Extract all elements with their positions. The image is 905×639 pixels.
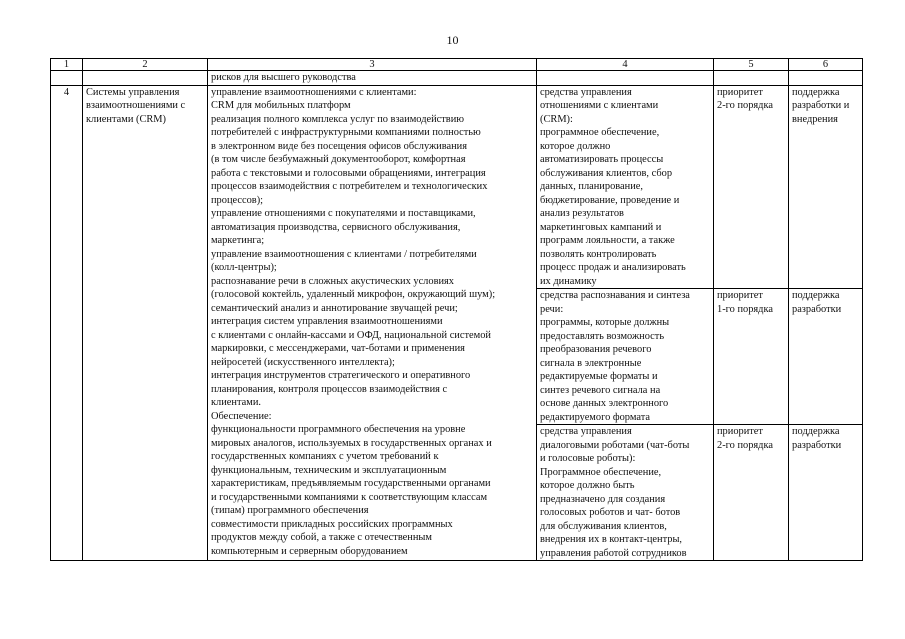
table-row (51, 85, 863, 289)
text-line: компьютерным и серверным оборудованием (211, 545, 408, 557)
tool-description (537, 85, 714, 289)
text-line: процесс продаж и анализировать (540, 262, 686, 273)
text-line: взаимоотношениями с (86, 100, 186, 111)
text-line: характеристикам, предъявляемым государственными органами (211, 478, 491, 489)
text-line: внедрения их в контакт-центры, (540, 534, 683, 545)
text-line: Программное обеспечение, (540, 466, 662, 478)
text-line: автоматизация производства, сервисного обслуживания, (211, 221, 461, 233)
text-line: государственных компаниях с учетом требований к (211, 451, 439, 462)
text-line: основе данных электронного (540, 398, 669, 409)
text-line: функциональности программного обеспечения на уровне (211, 424, 466, 435)
priority-cell (714, 425, 789, 561)
text-line: внедрения (792, 113, 838, 125)
text-line: управления работой сотрудников (540, 547, 687, 559)
text-line: с клиентами с онлайн-кассами и ОФД, национальной системой (211, 329, 491, 341)
text-line: бюджетирование, проведение и (540, 194, 680, 206)
column-header-2: 2 (83, 59, 208, 71)
row-number: 4 (51, 85, 83, 561)
text-line: клиентами (CRM) (86, 113, 166, 125)
text-line: (колл-центры); (211, 262, 277, 273)
support-measure-cell (789, 85, 863, 289)
text-line: голосовых роботов и чат- ботов (540, 507, 681, 518)
text-line: 2-го порядка (717, 100, 773, 111)
text-line: редактируемого формата (540, 411, 650, 423)
text-line: позволять контролировать (540, 248, 657, 260)
text-line: их динамику (540, 275, 597, 287)
text-line: приоритет (717, 86, 763, 98)
tool-description (537, 425, 714, 561)
text-line: средства управления (540, 426, 632, 437)
text-line: программное обеспечение, (540, 127, 660, 138)
text-line: реализация полного комплекса услуг по взаимодействию (211, 113, 465, 125)
text-line: программ лояльности, а также (540, 235, 675, 246)
text-line: продуктов между собой, а также с отечественным (211, 532, 432, 543)
text-line: поддержка (792, 86, 840, 98)
text-line: средства распознавания и синтеза (540, 290, 690, 301)
text-line: диалоговыми роботами (чат-боты (540, 439, 690, 451)
text-line: поддержка (792, 290, 840, 301)
priority-cell (714, 289, 789, 425)
text-line: и голосовые роботы): (540, 453, 636, 464)
text-line: работа с текстовыми и голосовыми обращениями, интеграция (211, 167, 486, 179)
support-measure-cell (789, 425, 863, 561)
column-header-5: 5 (714, 59, 789, 71)
text-line: (CRM): (540, 113, 573, 125)
text-line: обслуживания клиентов, сбор (540, 167, 673, 179)
text-line: поддержка (792, 426, 840, 437)
text-line: данных, планирование, (540, 181, 643, 192)
text-line: функциональным, техническим и эксплуатационным (211, 464, 447, 476)
text-line: разработки (792, 439, 842, 451)
text-line: (типам) программного обеспечения (211, 505, 369, 516)
priority-cell (714, 85, 789, 289)
text-line: планирования, контроля процессов взаимодействия с (211, 383, 448, 395)
continuation-text: рисков для высшего руководства (208, 71, 537, 86)
tool-description (537, 289, 714, 425)
text-line: совместимости прикладных российских программных (211, 518, 453, 530)
text-line: 1-го порядка (717, 303, 773, 315)
text-line: Обеспечение: (211, 410, 272, 422)
text-line: анализ результатов (540, 208, 624, 219)
column-header-6: 6 (789, 59, 863, 71)
priority-table (50, 58, 863, 561)
page-number: 10 (446, 33, 459, 47)
text-line: редактируемые форматы и (540, 371, 658, 382)
text-line: средства управления (540, 86, 632, 98)
text-line: приоритет (717, 290, 763, 301)
text-line: Системы управления (86, 86, 180, 98)
text-line: разработки и (792, 100, 850, 111)
text-line: интеграция инструментов стратегического и оперативного (211, 370, 471, 381)
text-line: автоматизировать процессы (540, 154, 664, 165)
text-line: преобразования речевого (540, 344, 652, 355)
text-line: 2-го порядка (717, 439, 773, 451)
tasks-description (208, 85, 537, 561)
text-line: которое должно быть (540, 480, 635, 491)
text-line: управление отношениями с покупателями и поставщиками, (211, 208, 476, 219)
system-name (83, 85, 208, 561)
text-line: в электронном виде без посещения офисов обслуживания (211, 140, 468, 152)
text-line: которое должно (540, 140, 611, 152)
text-line: управление взаимоотношениями с клиентами: (211, 86, 417, 98)
text-line: приоритет (717, 426, 763, 437)
text-line: разработки (792, 303, 842, 315)
header-row (51, 59, 863, 71)
text-line: клиентами. (211, 397, 261, 408)
text-line: (в том числе безбумажный документооборот, комфортная (211, 154, 466, 165)
text-line: и государственными компаниями к соответствующим классам (211, 491, 488, 503)
text-line: распознавание речи в сложных акустических условиях (211, 275, 455, 287)
text-line: CRM для мобильных платформ (211, 100, 351, 111)
text-line: сигнала в электронные (540, 357, 642, 369)
column-header-3: 3 (208, 59, 537, 71)
text-line: (голосовой коктейль, удаленный микрофон, окружающий шум); (211, 289, 496, 300)
text-line: процессов взаимодействия с потребителем и технологических (211, 181, 488, 192)
text-line: речи: (540, 303, 564, 315)
text-line: процессов); (211, 194, 264, 206)
text-line: предоставлять возможность (540, 330, 665, 342)
text-line: мировых аналогов, используемых в государственных органах и (211, 437, 492, 449)
column-header-1: 1 (51, 59, 83, 71)
text-line: управление взаимоотношения с клиентами / потребителями (211, 248, 477, 260)
text-line: нейросетей (искусственного интеллекта); (211, 356, 395, 368)
text-line: для обслуживания клиентов, (540, 520, 667, 532)
text-line: потребителей с инфраструктурными компаниями полностью (211, 127, 481, 138)
text-line: синтез речевого сигнала на (540, 384, 661, 396)
continuation-row (51, 71, 863, 86)
text-line: предназначено для создания (540, 493, 666, 505)
column-header-4: 4 (537, 59, 714, 71)
text-line: маркетинговых кампаний и (540, 221, 662, 233)
text-line: маркетинга; (211, 235, 265, 246)
text-line: отношениями с клиентами (540, 100, 659, 111)
text-line: интеграция систем управления взаимоотношениями (211, 316, 443, 327)
text-line: семантический анализ и аннотирование звучащей речи; (211, 302, 458, 314)
text-line: маркировки, с мессенджерами, чат-ботами и применения (211, 343, 465, 354)
text-line: программы, которые должны (540, 317, 670, 328)
support-measure-cell (789, 289, 863, 425)
